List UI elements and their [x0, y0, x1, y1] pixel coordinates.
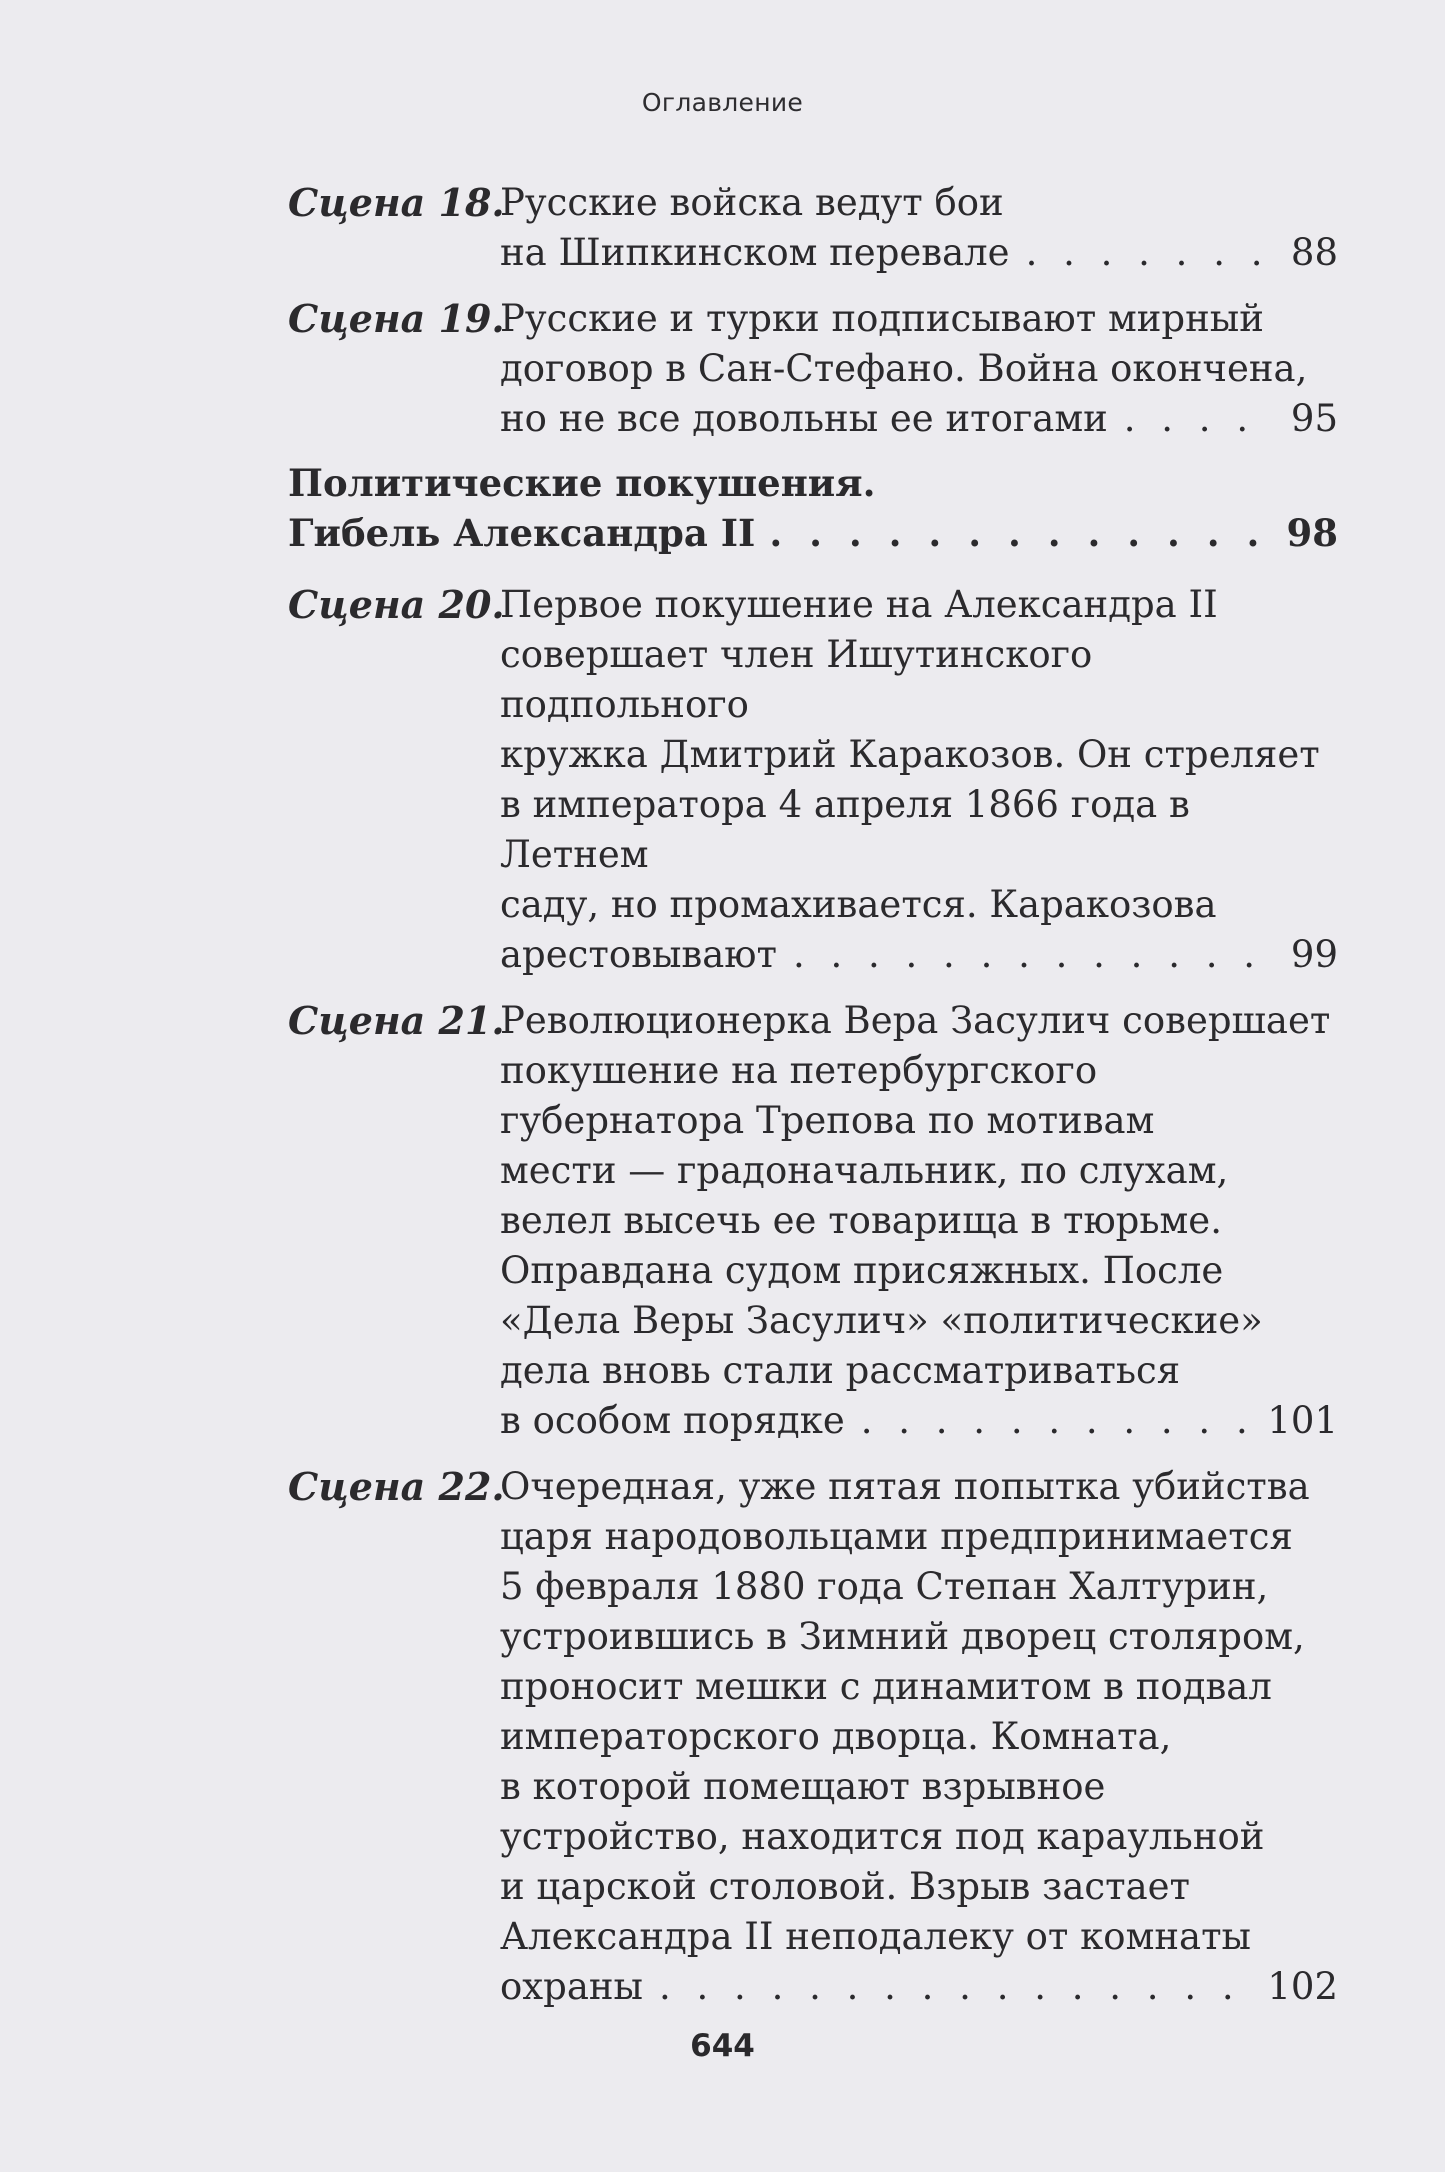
entry-line: Очередная, уже пятая попытка убийства: [500, 1465, 1310, 1508]
entry-line: устройство, находится под караульной: [500, 1815, 1265, 1858]
entry-line: устроившись в Зимний дворец столяром,: [500, 1615, 1305, 1658]
scene-label: Сцена 19.: [288, 296, 505, 341]
entry-line: императорского дворца. Комната,: [500, 1715, 1172, 1758]
toc-section-heading: [288, 458, 1338, 558]
dot-leader: [793, 930, 1277, 980]
entry-line: Гибель Александра II: [288, 511, 756, 555]
entry-line: совершает член Ишутинского подпольного: [500, 633, 1093, 726]
toc-list: [288, 178, 1338, 2012]
dot-leader: [769, 508, 1272, 558]
entry-line: и царской столовой. Взрыв застает: [500, 1865, 1190, 1908]
entry-title: [288, 458, 1338, 558]
entry-line: Оправдана судом присяжных. После: [500, 1249, 1224, 1292]
entry-line: Первое покушение на Александра II: [500, 583, 1218, 626]
entry-line: арестовывают: [500, 933, 777, 976]
toc-entry: [288, 178, 1338, 278]
entry-line: дела вновь стали рассматриваться: [500, 1349, 1181, 1392]
entry-line: мести — градоначальник, по слухам,: [500, 1149, 1229, 1192]
entry-line: Русские и турки подписывают мирный: [500, 297, 1264, 340]
entry-page-number: 95: [1290, 397, 1338, 440]
entry-line: договор в Сан-Стефано. Война окончена,: [500, 347, 1308, 390]
dot-leader: [659, 1962, 1253, 2012]
dot-leader: [1026, 228, 1277, 278]
entry-page-number: 99: [1290, 933, 1338, 976]
entry-line: в которой помещают взрывное: [500, 1765, 1106, 1808]
toc-entry: [288, 580, 1338, 980]
dot-leader: [1124, 394, 1277, 444]
entry-line: «Дела Веры Засулич» «политические»: [500, 1299, 1263, 1342]
entry-title: [500, 294, 1338, 444]
entry-line: 5 февраля 1880 года Степан Халтурин,: [500, 1565, 1269, 1608]
entry-page-number: 102: [1267, 1965, 1338, 2008]
entry-page-number: 101: [1267, 1399, 1338, 1442]
toc-entry: [288, 996, 1338, 1446]
entry-page-number: 98: [1286, 511, 1338, 555]
entry-line: велел высечь ее товарища в тюрьме.: [500, 1199, 1222, 1242]
scene-label: Сцена 22.: [288, 1464, 505, 1509]
entry-line: царя народовольцами предпринимается: [500, 1515, 1293, 1558]
entry-line: Революционерка Вера Засулич совершает: [500, 999, 1331, 1042]
page-number: 644: [690, 2028, 755, 2064]
entry-page-number: 88: [1290, 231, 1338, 274]
entry-line: проносит мешки с динамитом в подвал: [500, 1665, 1272, 1708]
entry-title: [500, 178, 1338, 278]
entry-line: саду, но промахивается. Каракозова: [500, 883, 1217, 926]
entry-title: [500, 1462, 1338, 2012]
scene-label: Сцена 18.: [288, 180, 505, 225]
scene-label: Сцена 20.: [288, 582, 505, 627]
toc-entry: [288, 1462, 1338, 2012]
entry-title: [500, 996, 1338, 1446]
entry-line: Русские войска ведут бои: [500, 181, 1004, 224]
entry-line: Политические покушения.: [288, 461, 876, 505]
entry-line: в императора 4 апреля 1866 года в Летнем: [500, 783, 1190, 876]
scene-label: Сцена 21.: [288, 998, 505, 1043]
entry-line: на Шипкинском перевале: [500, 231, 1010, 274]
entry-line: охраны: [500, 1965, 643, 2008]
entry-line: в особом порядке: [500, 1399, 845, 1442]
entry-line: губернатора Трепова по мотивам: [500, 1099, 1155, 1142]
dot-leader: [861, 1396, 1254, 1446]
running-head: Оглавление: [641, 88, 804, 117]
toc-entry: [288, 294, 1338, 444]
entry-line: но не все довольны ее итогами: [500, 397, 1108, 440]
entry-title: [500, 580, 1338, 980]
entry-line: кружка Дмитрий Каракозов. Он стреляет: [500, 733, 1320, 776]
entry-line: покушение на петербургского: [500, 1049, 1098, 1092]
entry-line: Александра II неподалеку от комнаты: [500, 1915, 1251, 1958]
